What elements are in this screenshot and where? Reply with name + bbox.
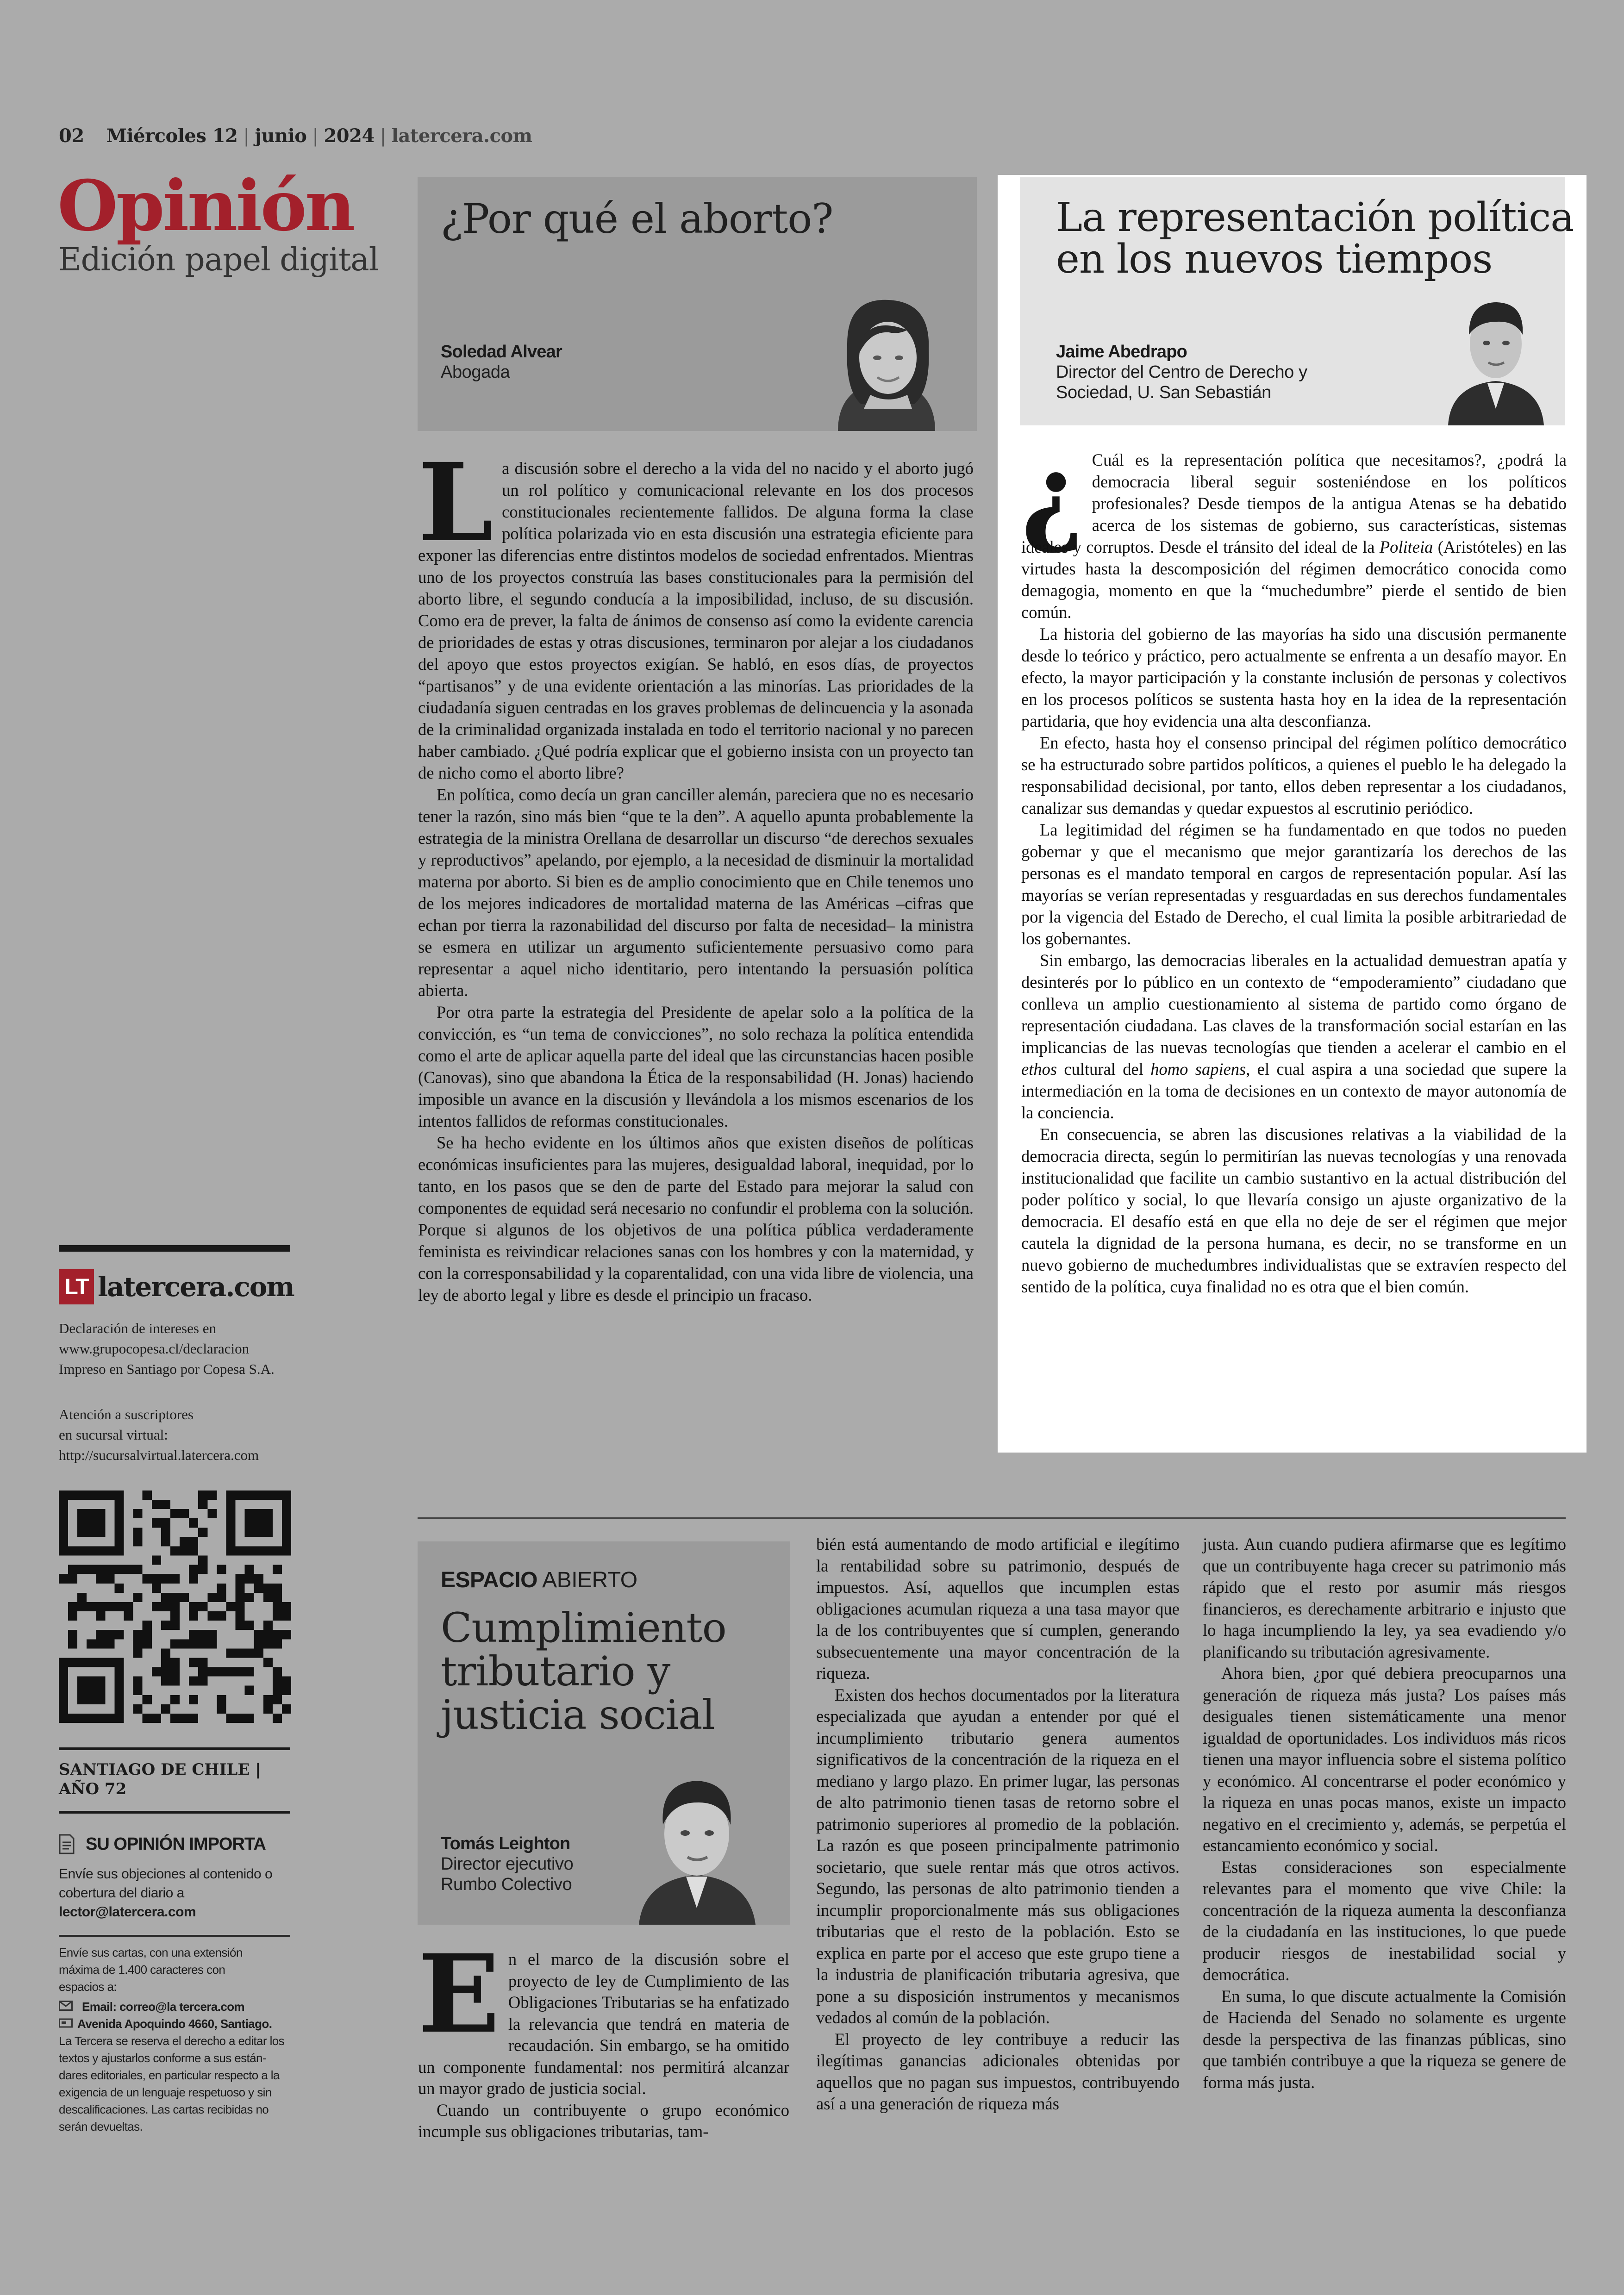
article2-paragraph: En consecuencia, se abren las discusiones relativas a la viabilidad de la democracia directa, según lo permitirían las nuevas tecnologías y una renovada institucionalidad que facilite un cambio sustantivo en la actual distribución del poder político y social, lo que llevaría consigo un ajuste organizativo de la democracia. El desafío está en que ella no deje de ser el régimen que mejor cautela la dignidad de la persona humana, es decir, no se transforme en un nuevo gobierno de muchedumbres individualistas que se extravíen respecto del sentido de la política, cuya finalidad no es otra que el bien común. [1021,1125,1567,1296]
document-icon [59,1834,75,1854]
article2-paragraph: La historia del gobierno de las mayorías ha sido una discusión permanente desde lo teórico y práctico, pero actualmente se enfrenta a un desafío mayor. En efecto, la mayor participación y la constante inclusión de personas y colectivos en los procesos políticos se sustenta hasta hoy en la idea de la representación partidaria, que hoy evidencia una alta desconfianza. [1021,624,1567,730]
article3-paragraph: justa. Aun cuando pudiera afirmarse que es legítimo que un contribuyente haga crecer su patrimonio más rápido que el resto por asumir más riesgos financieros, es derechamente arbitrario e injusto que lo haga incumpliendo la ley, ya sea evadiendo y/o planificando su tributación agresivamente. [1203,1534,1566,1661]
opinion-text: Envíe sus objeciones al contenido o cobertura del diario a lector@latercera.com [59,1865,272,1921]
article2-paragraph: La legitimidad del régimen se ha fundamentado en que todos no pueden gobernar y que el mecanismo que mejor garantizaría los derechos de las personas es el mandato temporal en cargos de representación popular. Así las mayorías se verían representadas y resguardadas en sus derechos fundamentales por la vigencia del Estado de Derecho, el cual limita la posible arbitrariedad de los gobernantes. [1021,820,1567,948]
subscribers-block: Atención a suscriptores en sucursal virtual: http://sucursalvirtual.latercera.com [59,1404,318,1466]
folio-date: Miércoles 12 [106,125,238,147]
article2-dropcap: ¿ [1021,432,1084,557]
article1-paragraph: Por otra parte la estrategia del Presidente de apelar solo a la política de la convicción, es “un tema de convicciones”, no solo rechaza la política entendida como el arte de aplicar aquella parte del ideal que las circunstancias hacen posible (Canovas), sino que abandona la Ética de la responsabilidad (H. Jonas) haciendo imposible un avance en la discusión y llevándola a los mismos escenarios de los intentos fallidos de reformas constitucionales. [418,1003,974,1130]
article3-column-3 [1203,1534,1566,2093]
latercera-logo[interactable] [59,1268,294,1305]
article3-header-box [418,1541,790,1925]
article2-header-box [1020,177,1574,425]
article3-kicker: ESPACIO ABIERTO [441,1568,637,1592]
article1-paragraph: Se ha hecho evidente en los últimos años que existen diseños de políticas económicas insuficientes para las mujeres, desigualdad laboral, inequidad, por lo tanto, en los pasos que se den de parte del Estado para mejorar la salud con componentes de equidad será necesario no confundir el problema con la solución. Porque si algunos de los objetivos de una política pública verdaderamente feminista es reivindicar relaciones sanas con los hombres y con la maternidad, y con la corresponsabilidad y la coparentalidad, con una vida libre de violencia, una ley de aborto legal y libre es desde el principio un fracaso. [418,1133,974,1304]
article3-role: Director ejecutivo Rumbo Colectivo [441,1854,574,1894]
article2-paragraph: En efecto, hasta hoy el consenso principal del régimen político democrático se ha estructurado sobre partidos políticos, a quienes el pueblo le ha delegado la responsabilidad decisional, por tanto, ellos deben representar a los ciudadanos, canalizar sus demandas y quedar expuestos al escrutinio periódico. [1021,733,1567,817]
article1-role: Abogada [441,362,510,382]
article3-dropcap: E [418,1931,500,2057]
opinion-heading: SU OPINIÓN IMPORTA [59,1834,266,1854]
article2-paragraph: Sin embargo, las democracias liberales en la actualidad demuestran apatía y desinterés por lo público en un contexto de “empoderamiento” ciudadano que conlleva un amplio cuestionamiento al sistema de partido como órgano de representación ciudadana. Las claves de la transformación social estarían en las implicancias de las nuevas tecnologías que tienden a acelerar el cambio en el ethos cultural del homo sapiens, el cual aspira a una sociedad que supere la intermediación en la toma de decisiones en un contexto de mayor autonomía de la conciencia. [1021,951,1567,1122]
folio-year: 2024 [324,125,375,147]
article2-body [1021,432,1567,1297]
opinion-email-link[interactable]: lector@latercera.com [59,1904,196,1920]
declaration-block: Declaración de intereses en www.grupocopesa.cl/declaracion Impreso en Santiago por Copesa S.A. [59,1318,318,1379]
letters-block: Envíe sus cartas, con una extensión máxima de 1.400 caracteres con espacios a: Email: correo@la tercera.com Avenida Apoquindo 4660, Santiago. La Tercera se reserva el derecho a editar los textos y ajustarlos conforme a sus están- dares editoriales, en particular respecto a la exigencia de un lenguaje respetuoso y sin descalificaciones. Las cartas recibidas no serán devueltas. [59,1946,285,2133]
article3-paragraph: El proyecto de ley contribuye a reducir las ilegítimas ganancias adicionales obtenidas por aquellos que no pagan sus impuestos, contribuyendo así a una generación de riqueza más [816,2029,1180,2113]
folio-site-link[interactable]: latercera.com [391,125,532,147]
article2-paragraph: ¿ Cuál es la representación política que necesitamos?, ¿podrá la democracia liberal seguir sosteniéndose en los políticos profesionales? Desde tiempos de la antigua Atenas se ha debatido acerca de los sistemas de gobierno, sus características, sistemas ideales y corruptos. Desde el tránsito del ideal de la Politeia (Aristóteles) en las virtudes hasta la descomposición del régimen democrático conocida como demagogia, momento en que la “muchedumbre” pierde el sentido de bien común. [1021,432,1567,622]
mailbox-icon [59,2015,73,2033]
article3-paragraph: En el marco de la discusión sobre el proyecto de ley de Cumplimiento de las Obligaciones Tributarias se ha enfatizado la relevancia que tendrá en materia de recaudación. Sin embargo, se ha omitido un componente fundamental: nos permitirá alcanzar un mayor grado de justicia social. [418,1931,789,2098]
article2-role: Director del Centro de Derecho y Sociedad, U. San Sebastián [1056,362,1307,402]
sidebar-rule-4 [59,1935,290,1937]
section-divider [418,1517,1566,1519]
article1-dropcap: L [418,439,494,566]
sidebar-top-rule [59,1245,290,1252]
article1-title: ¿Por qué el aborto? [441,195,833,243]
qr-code[interactable] [59,1491,291,1723]
article3-paragraph: Existen dos hechos documentados por la literatura especializada que ayudan a entender por qué el incumplimiento tributario genera aumentos significativos de la concentración de la riqueza en el mediano y largo plazo. En primer lugar, las personas de alto patrimonio tienen tasas de retorno sobre el patrimonio superiores al promedio de la población. La razón es que poseen principalmente patrimonio societario, que suele rentar más que otros activos. Segundo, las personas de alto patrimonio tienden a incumplir proporcionalmente más sus obligaciones tributarias que el resto de la población. Esto se explica en parte por el acceso que este grupo tiene a la industria de planificación tributaria agresiva, que pone a su disposición instrumentos y mecanismos vedados al común de la población. [816,1685,1180,2027]
section-title: Opinión [57,165,354,247]
article3-paragraph: Cuando un contribuyente o grupo económico incumple sus obligaciones tributarias, tam- [418,2100,789,2141]
article1-header-box [418,177,977,431]
mail-icon [59,1998,73,2015]
article1-paragraph: La discusión sobre el derecho a la vida del no nacido y el aborto jugó un rol político y comunicacional relevante en los dos procesos constitucionales recientemente fallidos. De alguna forma la clase política polarizada vio en esta discusión una estrategia eficiente para exponer las diferencias entre distintos modelos de sociedad enfrentados. Mientras uno de los proyectos construía las bases constitucionales para la permisión del aborto libre, el segundo conducía a la imposibilidad, incluso, de su discusión. Como era de prever, la falta de ánimos de consenso así como la evidente carencia de prioridades de estas y otras discusiones, terminaron por alejar a los ciudadanos del apoyo que estos proyectos exigían. Se habló, en esos días, de proyectos “partisanos” y de una evidente orientación a las minorías. Las prioridades de la ciudadanía siguen centradas en los graves problemas de delincuencia y la asonada de la criminalidad organizada instalada en todo el territorio nacional y no parecen haber cambiado. ¿Qué podría explicar que el gobierno insista con un proyecto tan de nicho como el aborto libre? [418,439,974,782]
article2-author: Jaime Abedrapo [1056,342,1187,362]
folio-month: junio [255,125,307,147]
article3-paragraph: En suma, lo que discute actualmente la Comisión de Hacienda del Senado no solamente es urgente desde la perspectiva de las finanzas públicas, sino que también contribuye a que la riqueza se genere de forma más justa. [1203,1986,1566,2092]
article3-title: Cumplimiento tributario y justicia social [441,1604,726,1739]
section-subtitle: Edición papel digital [58,242,379,278]
latercera-logo-mark: LT [59,1269,94,1304]
page-folio: 02 Miércoles 12 | junio | 2024 | latercera.com [59,125,532,147]
article3-column-2 [816,1534,1180,2115]
sidebar-rule-3 [59,1811,290,1814]
article1-paragraph: En política, como decía un gran canciller alemán, pareciera que no es necesario tener la razón, sino más bien “que te la den”. A aquello apunta probablemente la estrategia de la ministra Orellana de desarrollar un discurso “de derechos sexuales y reproductivos” apelando, por ejemplo, a la necesidad de disminuir la mortalidad materna por aborto. Si bien es de amplio conocimiento que en Chile tenemos uno de los mejores indicadores de mortalidad materna de las Américas –cifras que echan por tierra la razonabilidad del discurso por falta de necesidad– la ministra se esmera en utilizar un argumento suficientemente persuasivo como para representar a aquel nicho identitario, pero intentando la persuasión política abierta. [418,785,974,1000]
subscribers-link[interactable]: http://sucursalvirtual.latercera.com [59,1447,259,1463]
article2-title: La representación política en los nuevos tiempos [1056,194,1574,283]
letters-email-link[interactable]: Email: correo@la tercera.com [82,2000,245,2014]
article3-column-1 [418,1931,789,2143]
page-number: 02 [59,125,84,147]
article3-paragraph: Ahora bien, ¿por qué debiera preocuparnos una generación de riqueza más justa? Los países más desiguales tienen sistemáticamente una menor igualdad de oportunidades. Los individuos más ricos tienen una mayor influencia sobre el sistema político y económico. Al concentrarse el poder económico y la riqueza en unas pocas manos, existe un impacto negativo en el crecimiento y, además, se perpetúa el estancamiento económico y social. [1203,1664,1566,1855]
sidebar-rule-2 [59,1747,290,1750]
article1-author-portrait [819,288,954,431]
article3-author: Tomás Leighton [441,1834,570,1853]
city-year-block: SANTIAGO DE CHILE | AÑO 72 [59,1760,261,1798]
article3-author-portrait [634,1755,759,1925]
latercera-logo-text: latercera.com [98,1271,294,1303]
article1-body [418,439,974,1306]
article1-author: Soledad Alvear [441,342,562,362]
article3-paragraph: bién está aumentando de modo artificial e ilegítimo la rentabilidad sobre su patrimonio, después de impuestos. Así, aquellos que incumplen estas obligaciones acumulan riqueza a una tasa mayor que la de los contribuyentes que sí cumplen, generando subsecuentemente una mayor concentración de la riqueza. [816,1534,1180,1683]
article3-paragraph: Estas consideraciones son especialmente relevantes para el momento que vive Chile: la concentración de la riqueza aumenta la desconfianza de la ciudadanía en las instituciones, lo que puede producir riesgos de inestabilidad social y democrática. [1203,1857,1566,1984]
article2-author-portrait [1446,288,1545,425]
declaration-link[interactable]: www.grupocopesa.cl/declaracion [59,1341,250,1357]
